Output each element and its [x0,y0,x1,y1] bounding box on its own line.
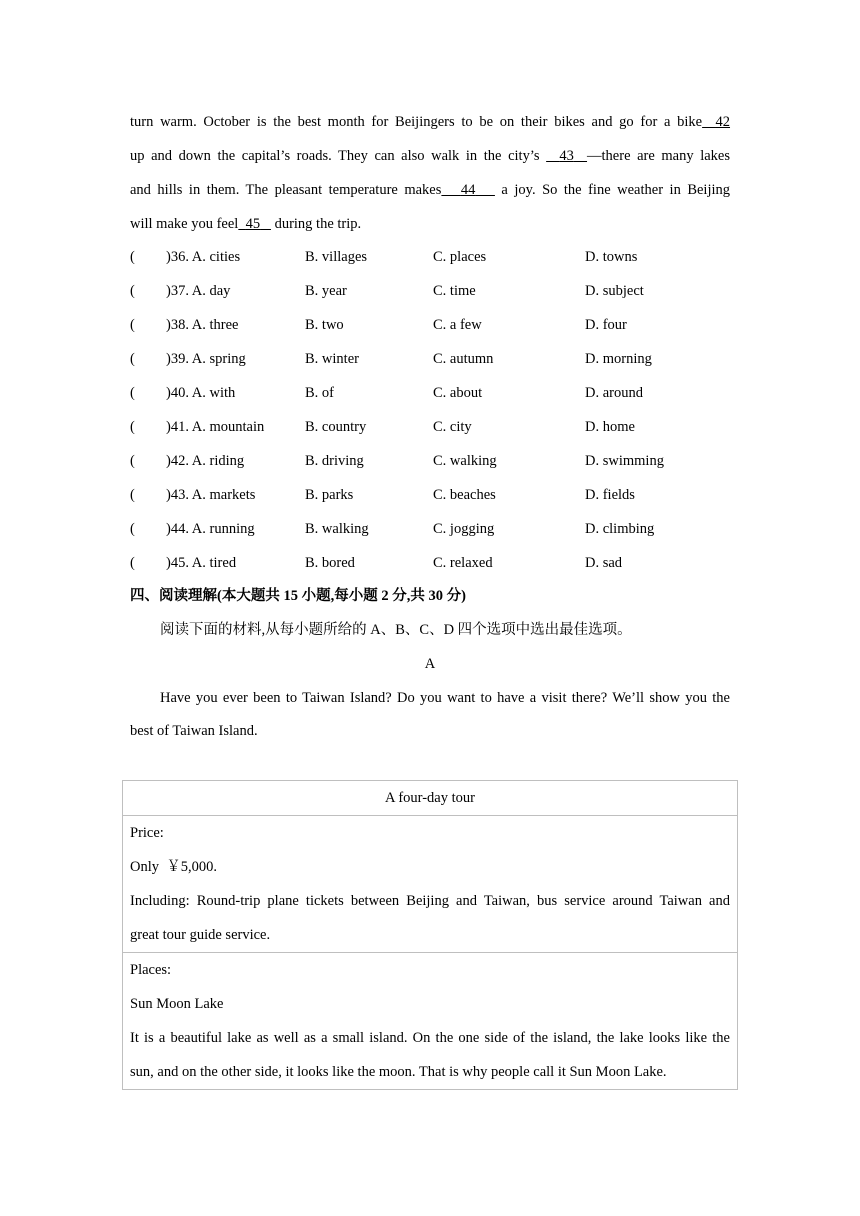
passage-line-1 [130,112,730,132]
answer-paren: ( [130,249,135,265]
passage-text: turn warm. October is the best month for Beijingers to be on their bikes and go for a bike [130,114,703,130]
price-label: Price: [130,825,164,841]
part-label: A [424,656,436,672]
passage-text: a joy. So the fine weather in Beijing [494,182,731,198]
option-c: C. about [433,385,483,401]
option-b: B. country [305,419,367,435]
place-desc-line-1: It is a beautiful lake as well as a small island. On the one side of the island, the lake looks like the [130,1030,730,1046]
option-d: D. subject [585,283,644,299]
passage-text: and hills in them. The pleasant temperature makes [130,182,442,198]
passage-text: will make you feel [130,216,239,232]
question-44 [130,519,750,539]
place-desc-line-2: sun, and on the other side, it looks like the moon. That is why people call it Sun Moon Lake. [130,1064,667,1080]
table-row [123,953,738,1090]
option-d: D. morning [585,351,652,367]
option-d: D. towns [585,249,638,265]
answer-paren: ( [130,351,135,367]
question-43 [130,485,750,505]
option-d: D. fields [585,487,635,503]
option-a: )40. A. with [166,385,236,401]
passage-text: during the trip. [270,216,362,232]
question-37 [130,281,750,301]
option-d: D. sad [585,555,623,571]
option-c: C. time [433,283,476,299]
question-45 [130,553,750,573]
including-line-2: great tour guide service. [130,927,271,943]
option-d: D. swimming [585,453,664,469]
answer-paren: ( [130,555,135,571]
price-value: Only ￥5,000. [130,859,217,875]
option-b: B. villages [305,249,368,265]
passage-line-4 [130,214,730,234]
question-36 [130,247,750,267]
question-41 [130,417,750,437]
option-d: D. around [585,385,643,401]
answer-paren: ( [130,521,135,537]
table-row [123,781,738,816]
option-b: B. parks [305,487,354,503]
table-row [123,816,738,953]
tour-info-table [122,780,738,1090]
option-b: B. of [305,385,334,401]
passage-line-3 [130,180,730,200]
option-a: )43. A. markets [166,487,256,503]
answer-paren: ( [130,385,135,401]
option-c: C. autumn [433,351,494,367]
place-name: Sun Moon Lake [130,996,224,1012]
question-40 [130,383,750,403]
option-a: )36. A. cities [166,249,241,265]
option-c: C. places [433,249,487,265]
passage-line-2 [130,146,730,166]
answer-paren: ( [130,419,135,435]
passage-text: up and down the capital’s roads. They can also walk in the city’s [130,148,547,164]
option-b: B. year [305,283,347,299]
answer-paren: ( [130,487,135,503]
table-title: A four-day tour [385,790,475,806]
option-a: )45. A. tired [166,555,237,571]
question-42 [130,451,750,471]
intro-line-1: Have you ever been to Taiwan Island? Do you want to have a visit there? We’ll show you the [160,690,730,706]
option-c: C. walking [433,453,497,469]
answer-paren: ( [130,317,135,333]
question-38 [130,315,750,335]
answer-paren: ( [130,283,135,299]
option-d: D. four [585,317,627,333]
including-line-1: Including: Round-trip plane tickets between Beijing and Taiwan, bus service around Taiwan and [130,893,730,909]
section-heading: 四、阅读理解(本大题共 15 小题,每小题 2 分,共 30 分) [130,588,466,604]
places-label: Places: [130,962,172,978]
option-b: B. walking [305,521,369,537]
blank-45: 45 [245,216,261,232]
option-a: )44. A. running [166,521,255,537]
option-a: )38. A. three [166,317,239,333]
option-d: D. climbing [585,521,655,537]
blank-43: 43 [559,148,574,164]
option-c: C. beaches [433,487,496,503]
section-instruction: 阅读下面的材料,从每小题所给的 A、B、C、D 四个选项中选出最佳选项。 [160,622,632,638]
answer-paren: ( [130,453,135,469]
option-b: B. winter [305,351,359,367]
price-cell [123,816,738,953]
intro-line-2: best of Taiwan Island. [130,723,258,739]
option-c: C. a few [433,317,482,333]
option-c: C. jogging [433,521,495,537]
option-a: )37. A. day [166,283,231,299]
table-title-cell [123,781,738,816]
places-cell [123,953,738,1090]
blank-44: 44 [460,182,476,198]
option-a: )41. A. mountain [166,419,265,435]
option-a: )39. A. spring [166,351,246,367]
option-b: B. driving [305,453,364,469]
option-c: C. city [433,419,472,435]
option-a: )42. A. riding [166,453,245,469]
blank-42: 42 [715,114,731,130]
option-b: B. two [305,317,344,333]
passage-text: —there are many lakes [587,148,731,164]
question-39 [130,349,750,369]
option-d: D. home [585,419,635,435]
option-c: C. relaxed [433,555,493,571]
option-b: B. bored [305,555,355,571]
